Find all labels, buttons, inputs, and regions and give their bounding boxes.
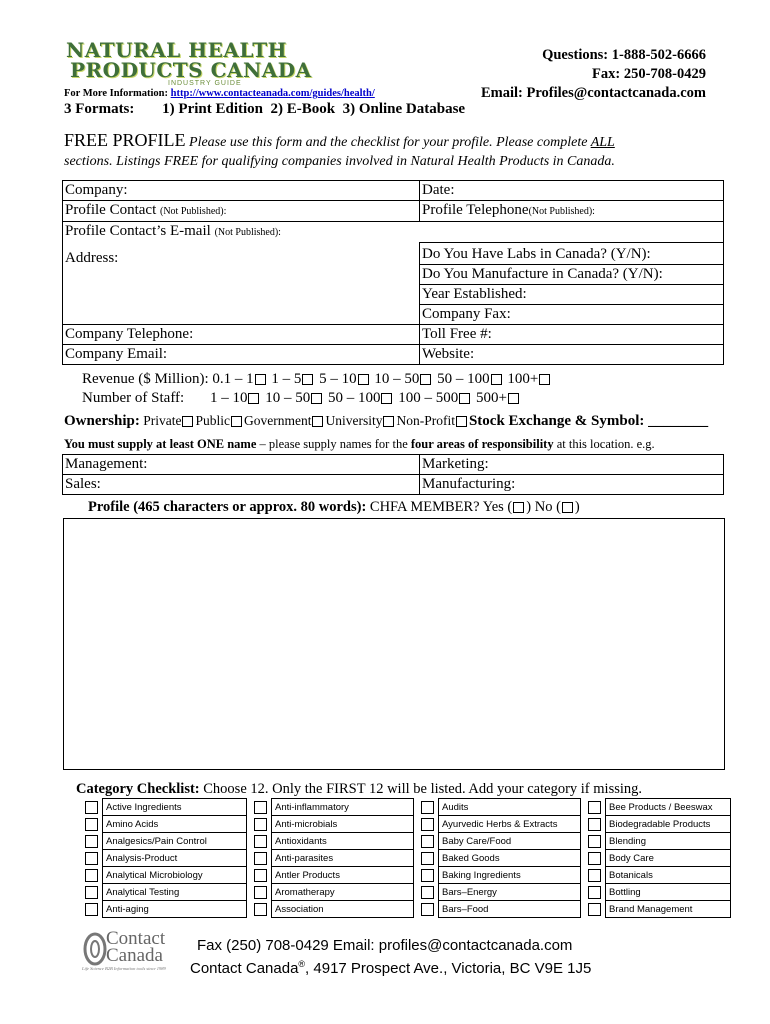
revenue-checkbox[interactable] — [539, 374, 550, 385]
profile-contact-field[interactable]: Profile Contact (Not Published): — [63, 201, 420, 222]
category-checkbox-cell — [418, 867, 439, 884]
category-checkbox[interactable] — [588, 869, 601, 882]
revenue-checkbox[interactable] — [420, 374, 431, 385]
category-item: Anti-aging — [103, 901, 247, 918]
category-item: Ayurvedic Herbs & Extracts — [439, 816, 581, 833]
category-checkbox[interactable] — [421, 903, 434, 916]
category-item: Antioxidants — [272, 833, 414, 850]
intro-all: ALL — [590, 135, 615, 150]
contact-block — [481, 46, 706, 103]
category-heading: Category Checklist: Choose 12. Only the FIRST 12 will be listed. Add your category if missing. — [76, 781, 643, 797]
category-item: Bars–Food — [439, 901, 581, 918]
staff-checkbox[interactable] — [248, 393, 259, 404]
category-checkbox-cell — [82, 850, 103, 867]
ownership-row: Ownership: Private Public Government University Non-Profit Stock Exchange & Symbol: ________ — [64, 413, 709, 429]
category-checkbox-cell — [251, 884, 272, 901]
staff-checkbox[interactable] — [508, 393, 519, 404]
fax-number: Fax: 250-708-0429 — [592, 66, 706, 82]
contact-canada-logo-icon — [82, 932, 108, 966]
ownership-checkbox[interactable] — [383, 416, 394, 427]
category-item: Active Ingredients — [103, 799, 247, 816]
toll-free-field[interactable]: Toll Free #: — [420, 325, 724, 345]
category-checkbox-cell — [251, 833, 272, 850]
intro-title: FREE PROFILE — [64, 130, 186, 150]
address-field[interactable]: Address: — [63, 243, 420, 325]
footer-text — [190, 936, 591, 978]
category-checkbox-cell — [82, 799, 103, 816]
revenue-row: Revenue ($ Million): 0.1 – 1 1 – 5 5 – 10 10 – 50 50 – 100 100+ — [82, 371, 552, 388]
names-table — [62, 454, 724, 495]
category-checkbox[interactable] — [588, 835, 601, 848]
category-checkbox[interactable] — [85, 801, 98, 814]
category-checkbox-cell — [251, 850, 272, 867]
revenue-label: Revenue ($ Million): — [82, 371, 209, 387]
revenue-checkbox[interactable] — [358, 374, 369, 385]
category-checkbox-cell — [585, 799, 606, 816]
profile-heading: Profile (465 characters or approx. 80 words): CHFA MEMBER? Yes ( ) No ( ) — [88, 499, 580, 515]
category-checkbox[interactable] — [254, 869, 267, 882]
profile-telephone-field[interactable]: Profile Telephone(Not Published): — [420, 201, 724, 222]
company-telephone-field[interactable]: Company Telephone: — [63, 325, 420, 345]
profile-email-field[interactable]: Profile Contact’s E-mail (Not Published): — [63, 222, 724, 243]
category-item: Analysis-Product — [103, 850, 247, 867]
website-field[interactable]: Website: — [420, 345, 724, 365]
category-checkbox[interactable] — [254, 903, 267, 916]
category-checkbox[interactable] — [588, 903, 601, 916]
category-checkbox[interactable] — [421, 818, 434, 831]
category-checklist — [82, 798, 731, 918]
category-checkbox-cell — [585, 816, 606, 833]
category-item: Biodegradable Products — [606, 816, 731, 833]
category-checkbox[interactable] — [254, 801, 267, 814]
footer-logo-word1: Contact — [106, 928, 166, 949]
category-checkbox[interactable] — [85, 886, 98, 899]
marketing-field[interactable]: Marketing: — [420, 455, 724, 475]
category-checkbox[interactable] — [254, 835, 267, 848]
category-checkbox-cell — [82, 867, 103, 884]
manufacture-field[interactable]: Do You Manufacture in Canada? (Y/N): — [420, 265, 724, 285]
category-item: Brand Management — [606, 901, 731, 918]
category-item: Aromatherapy — [272, 884, 414, 901]
logo — [66, 40, 312, 87]
category-item: Botanicals — [606, 867, 731, 884]
category-checkbox[interactable] — [85, 835, 98, 848]
ownership-checkbox[interactable] — [231, 416, 242, 427]
category-checkbox[interactable] — [588, 801, 601, 814]
footer-line1: Fax (250) 708-0429 Email: profiles@contactcanada.com — [197, 937, 573, 954]
category-checkbox-cell — [418, 901, 439, 918]
intro — [64, 131, 734, 171]
formats-label: 3 Formats: — [64, 101, 135, 117]
category-checkbox[interactable] — [421, 886, 434, 899]
staff-checkbox[interactable] — [381, 393, 392, 404]
category-checkbox-cell — [418, 833, 439, 850]
category-checkbox[interactable] — [254, 852, 267, 865]
revenue-checkbox[interactable] — [491, 374, 502, 385]
ownership-checkbox[interactable] — [456, 416, 467, 427]
profile-textarea[interactable] — [63, 518, 725, 770]
category-checkbox-cell — [418, 816, 439, 833]
logo-line2: PRODUCTS CANADA — [70, 58, 312, 82]
category-item: Baking Ingredients — [439, 867, 581, 884]
category-item: Body Care — [606, 850, 731, 867]
ownership-label: Ownership: — [64, 413, 140, 429]
footer-logo — [82, 930, 192, 975]
category-checkbox[interactable] — [85, 818, 98, 831]
year-field[interactable]: Year Established: — [420, 285, 724, 305]
category-checkbox[interactable] — [588, 818, 601, 831]
category-item: Bars–Energy — [439, 884, 581, 901]
category-checkbox-cell — [82, 816, 103, 833]
category-checkbox-cell — [585, 884, 606, 901]
ownership-checkbox[interactable] — [312, 416, 323, 427]
category-checkbox-cell — [82, 833, 103, 850]
category-checkbox-cell — [251, 799, 272, 816]
category-checkbox-cell — [418, 850, 439, 867]
category-checkbox-cell — [82, 884, 103, 901]
sales-field[interactable]: Sales: — [63, 475, 420, 495]
category-checkbox-cell — [585, 833, 606, 850]
category-checkbox[interactable] — [421, 801, 434, 814]
company-table — [62, 180, 724, 365]
more-info — [64, 88, 375, 99]
email-address: Email: Profiles@contactcanada.com — [480, 85, 706, 101]
formats-items: 1) Print Edition 2) E-Book 3) Online Database — [162, 101, 466, 117]
manufacturing-field[interactable]: Manufacturing: — [420, 475, 724, 495]
category-checkbox[interactable] — [254, 818, 267, 831]
category-checkbox[interactable] — [85, 903, 98, 916]
category-checkbox[interactable] — [588, 852, 601, 865]
category-item: Audits — [439, 799, 581, 816]
company-email-field[interactable]: Company Email: — [63, 345, 420, 365]
staff-checkbox[interactable] — [311, 393, 322, 404]
category-item: Blending — [606, 833, 731, 850]
management-field[interactable]: Management: — [63, 455, 420, 475]
category-checkbox[interactable] — [421, 852, 434, 865]
category-checkbox-cell — [585, 901, 606, 918]
footer-logo-word2: Canada — [106, 945, 163, 966]
formats — [64, 101, 465, 118]
category-checkbox-cell — [418, 799, 439, 816]
staff-label: Number of Staff: — [82, 390, 185, 406]
footer-tagline: Life Science B2B Information tools since 1989 — [82, 966, 166, 971]
more-info-label: For More Information: — [64, 88, 169, 99]
logo-line3: INDUSTRY GUIDE — [168, 80, 242, 87]
category-checkbox[interactable] — [85, 869, 98, 882]
category-item: Analytical Testing — [103, 884, 247, 901]
date-field[interactable]: Date: — [420, 181, 724, 201]
category-item: Baby Care/Food — [439, 833, 581, 850]
category-checkbox-cell — [418, 884, 439, 901]
category-item: Amino Acids — [103, 816, 247, 833]
company-field[interactable]: Company: — [63, 181, 420, 201]
chfa-no-checkbox[interactable] — [562, 502, 573, 513]
category-checkbox[interactable] — [588, 886, 601, 899]
category-checkbox[interactable] — [254, 886, 267, 899]
category-checkbox-cell — [251, 867, 272, 884]
category-item: Bee Products / Beeswax — [606, 799, 731, 816]
revenue-checkbox[interactable] — [255, 374, 266, 385]
category-item: Analytical Microbiology — [103, 867, 247, 884]
category-checkbox-cell — [585, 850, 606, 867]
staff-row: Number of Staff: 1 – 10 10 – 50 50 – 100 100 – 500 500+ — [82, 390, 521, 407]
staff-checkbox[interactable] — [459, 393, 470, 404]
category-item: Association — [272, 901, 414, 918]
ownership-checkbox[interactable] — [182, 416, 193, 427]
category-checkbox-cell — [251, 901, 272, 918]
category-item: Analgesics/Pain Control — [103, 833, 247, 850]
names-instruction: You must supply at least ONE name – please supply names for the four areas of responsibility at this location. e.g. — [64, 437, 655, 451]
category-item: Antler Products — [272, 867, 414, 884]
chfa-yes-checkbox[interactable] — [513, 502, 524, 513]
intro-text2: sections. Listings FREE for qualifying companies involved in Natural Health Products in Canada. — [64, 154, 615, 169]
category-item: Anti-inflammatory — [272, 799, 414, 816]
category-checkbox-cell — [585, 867, 606, 884]
category-item: Anti-parasites — [272, 850, 414, 867]
more-info-link[interactable]: http://www.contacteanada.com/guides/health/ — [170, 88, 375, 99]
company-fax-field[interactable]: Company Fax: — [420, 305, 724, 325]
revenue-checkbox[interactable] — [302, 374, 313, 385]
category-checkbox-cell — [82, 901, 103, 918]
questions-phone: Questions: 1-888-502-6666 — [542, 47, 706, 63]
stock-exchange[interactable]: Stock Exchange & Symbol: ________ — [468, 413, 709, 429]
category-item: Bottling — [606, 884, 731, 901]
logo-line1: NATURAL HEALTH — [66, 38, 288, 62]
category-checkbox[interactable] — [85, 852, 98, 865]
category-checkbox[interactable] — [421, 869, 434, 882]
category-checkbox-cell — [251, 816, 272, 833]
footer-line2: Contact Canada®, 4917 Prospect Ave., Victoria, BC V9E 1J5 — [190, 959, 592, 977]
labs-field[interactable]: Do You Have Labs in Canada? (Y/N): — [420, 243, 724, 265]
category-item: Anti-microbials — [272, 816, 414, 833]
category-item: Baked Goods — [439, 850, 581, 867]
intro-text1: Please use this form and the checklist for your profile. Please complete — [189, 135, 588, 150]
category-checkbox[interactable] — [421, 835, 434, 848]
